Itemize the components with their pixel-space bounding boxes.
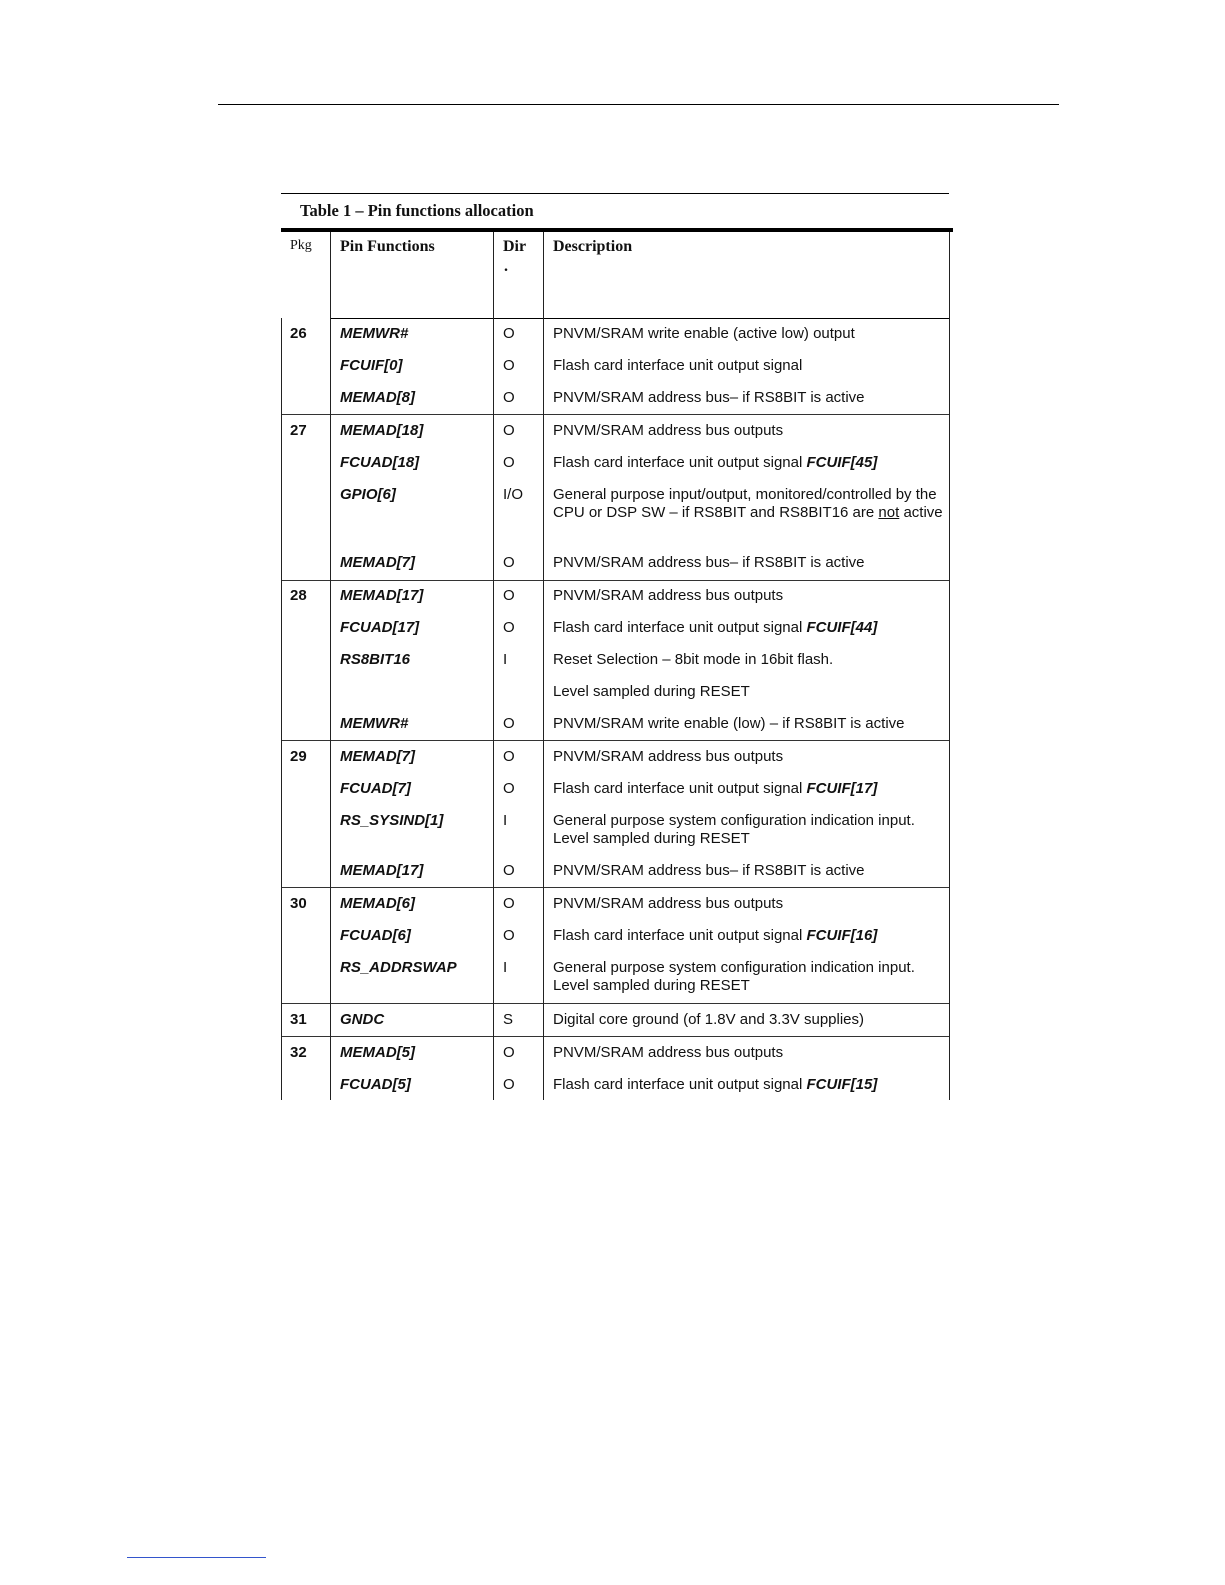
pin-function: MEMAD[17] <box>340 862 424 879</box>
pin-function: MEMAD[7] <box>340 554 415 571</box>
description-text: Flash card interface unit output signal <box>553 619 807 636</box>
description-text: PNVM/SRAM address bus outputs <box>553 895 784 912</box>
table-title: Table 1 – Pin functions allocation <box>300 201 534 220</box>
description-text: PNVM/SRAM address bus– if RS8BIT is active <box>553 862 865 879</box>
pin-direction: O <box>503 357 515 374</box>
pin-function: MEMAD[17] <box>340 587 424 604</box>
pin-direction: O <box>503 325 515 342</box>
col-divider <box>281 318 282 1100</box>
header-pkg: Pkg <box>290 238 312 253</box>
pin-description <box>553 927 943 945</box>
header-description: Description <box>553 238 633 255</box>
col-divider <box>949 232 950 1100</box>
pkg-number: 32 <box>290 1044 307 1061</box>
pin-direction: O <box>503 780 515 797</box>
description-text: active <box>899 504 943 521</box>
row-divider <box>281 414 949 415</box>
pkg-number: 26 <box>290 325 307 342</box>
description-text: FCUIF[44] <box>806 619 878 636</box>
pin-direction: O <box>503 1076 515 1093</box>
header-pin-functions: Pin Functions <box>340 238 435 255</box>
pin-function: FCUIF[0] <box>340 357 403 374</box>
description-text: PNVM/SRAM write enable (active low) output <box>553 325 855 342</box>
page-header-rule <box>218 104 1059 105</box>
pin-function: FCUAD[17] <box>340 619 420 636</box>
pin-function: MEMWR# <box>340 325 409 342</box>
description-text: PNVM/SRAM write enable (low) – if RS8BIT is active <box>553 715 905 732</box>
pin-function: RS_ADDRSWAP <box>340 959 457 976</box>
pin-description <box>553 812 943 848</box>
description-text: PNVM/SRAM address bus outputs <box>553 748 784 765</box>
description-text: PNVM/SRAM address bus outputs <box>553 587 784 604</box>
description-text: Digital core ground (of 1.8V and 3.3V supplies) <box>553 1011 865 1028</box>
header-dir-dot: . <box>504 258 508 275</box>
footnote-rule <box>127 1557 266 1558</box>
pin-description <box>553 1011 943 1029</box>
pin-description <box>553 422 943 440</box>
pin-direction: O <box>503 554 515 571</box>
pin-description <box>553 895 943 913</box>
row-divider <box>281 887 949 888</box>
description-text: General purpose input/output, monitored/controlled by the CPU or DSP SW – if RS8BIT and RS8BIT16 are <box>553 486 937 521</box>
pin-description <box>553 683 943 701</box>
pkg-number: 30 <box>290 895 307 912</box>
pin-function: FCUAD[7] <box>340 780 411 797</box>
pin-direction: O <box>503 715 515 732</box>
pin-direction: O <box>503 587 515 604</box>
description-text: Flash card interface unit output signal <box>553 454 807 471</box>
description-text: Flash card interface unit output signal <box>553 927 807 944</box>
description-text: Reset Selection – 8bit mode in 16bit flash. <box>553 651 834 668</box>
pin-direction: I <box>503 651 508 668</box>
description-text: FCUIF[45] <box>806 454 878 471</box>
description-text: Level sampled during RESET <box>553 683 750 700</box>
pin-description <box>553 325 943 343</box>
col-divider <box>330 232 331 1100</box>
pin-direction: O <box>503 748 515 765</box>
pin-description <box>553 651 943 669</box>
pkg-number: 31 <box>290 1011 307 1028</box>
pin-direction: O <box>503 862 515 879</box>
pin-direction: O <box>503 895 515 912</box>
description-text: Flash card interface unit output signal <box>553 1076 807 1093</box>
col-divider <box>543 232 544 1100</box>
pin-description <box>553 389 943 407</box>
pin-direction: I <box>503 812 508 829</box>
pin-function: FCUAD[5] <box>340 1076 411 1093</box>
pin-description <box>553 1076 943 1094</box>
pin-function: GNDC <box>340 1011 385 1028</box>
pin-function: MEMAD[18] <box>340 422 424 439</box>
description-text: General purpose system configuration indication input. Level sampled during RESET <box>553 812 915 847</box>
pin-description <box>553 959 943 995</box>
pin-function: MEMAD[5] <box>340 1044 415 1061</box>
row-divider <box>281 580 949 581</box>
pin-direction: I/O <box>503 486 524 503</box>
description-text: FCUIF[15] <box>806 1076 878 1093</box>
pin-function: RS8BIT16 <box>340 651 411 668</box>
pin-direction: O <box>503 422 515 439</box>
pin-description <box>553 454 943 472</box>
description-text: FCUIF[17] <box>806 780 878 797</box>
pkg-number: 28 <box>290 587 307 604</box>
pin-description <box>553 1044 943 1062</box>
row-divider <box>281 1036 949 1037</box>
description-text: Flash card interface unit output signal <box>553 780 807 797</box>
pin-direction: O <box>503 454 515 471</box>
pin-function: RS_SYSIND[1] <box>340 812 444 829</box>
description-text: PNVM/SRAM address bus– if RS8BIT is active <box>553 389 865 406</box>
pin-direction: O <box>503 619 515 636</box>
pin-description <box>553 619 943 637</box>
pin-description <box>553 862 943 880</box>
description-text: PNVM/SRAM address bus outputs <box>553 422 784 439</box>
pkg-number: 27 <box>290 422 307 439</box>
pin-function: GPIO[6] <box>340 486 396 503</box>
table-header-thick-rule <box>281 228 953 232</box>
pin-direction: O <box>503 927 515 944</box>
pin-description <box>553 587 943 605</box>
pin-function: FCUAD[18] <box>340 454 420 471</box>
pin-function: MEMAD[7] <box>340 748 415 765</box>
pin-direction: O <box>503 389 515 406</box>
pin-function: MEMAD[6] <box>340 895 415 912</box>
description-text: not <box>878 504 900 521</box>
description-text: PNVM/SRAM address bus– if RS8BIT is active <box>553 554 865 571</box>
description-text: Flash card interface unit output signal <box>553 357 803 374</box>
table-top-rule <box>281 193 949 194</box>
pin-description <box>553 780 943 798</box>
pin-description <box>553 715 943 733</box>
pin-function: MEMAD[8] <box>340 389 415 406</box>
description-text: General purpose system configuration indication input. Level sampled during RESET <box>553 959 915 994</box>
description-text: FCUIF[16] <box>806 927 878 944</box>
pin-function: FCUAD[6] <box>340 927 411 944</box>
row-divider <box>281 740 949 741</box>
description-text: PNVM/SRAM address bus outputs <box>553 1044 784 1061</box>
pin-description <box>553 486 943 522</box>
row-divider <box>281 1003 949 1004</box>
pkg-number: 29 <box>290 748 307 765</box>
pin-function: MEMWR# <box>340 715 409 732</box>
pin-direction: O <box>503 1044 515 1061</box>
header-bottom-rule <box>330 318 949 319</box>
pin-description <box>553 554 943 572</box>
pin-direction: I <box>503 959 508 976</box>
pin-description <box>553 357 943 375</box>
pin-direction: S <box>503 1011 514 1028</box>
col-divider <box>493 232 494 1100</box>
header-dir: Dir <box>503 238 527 255</box>
pin-description <box>553 748 943 766</box>
